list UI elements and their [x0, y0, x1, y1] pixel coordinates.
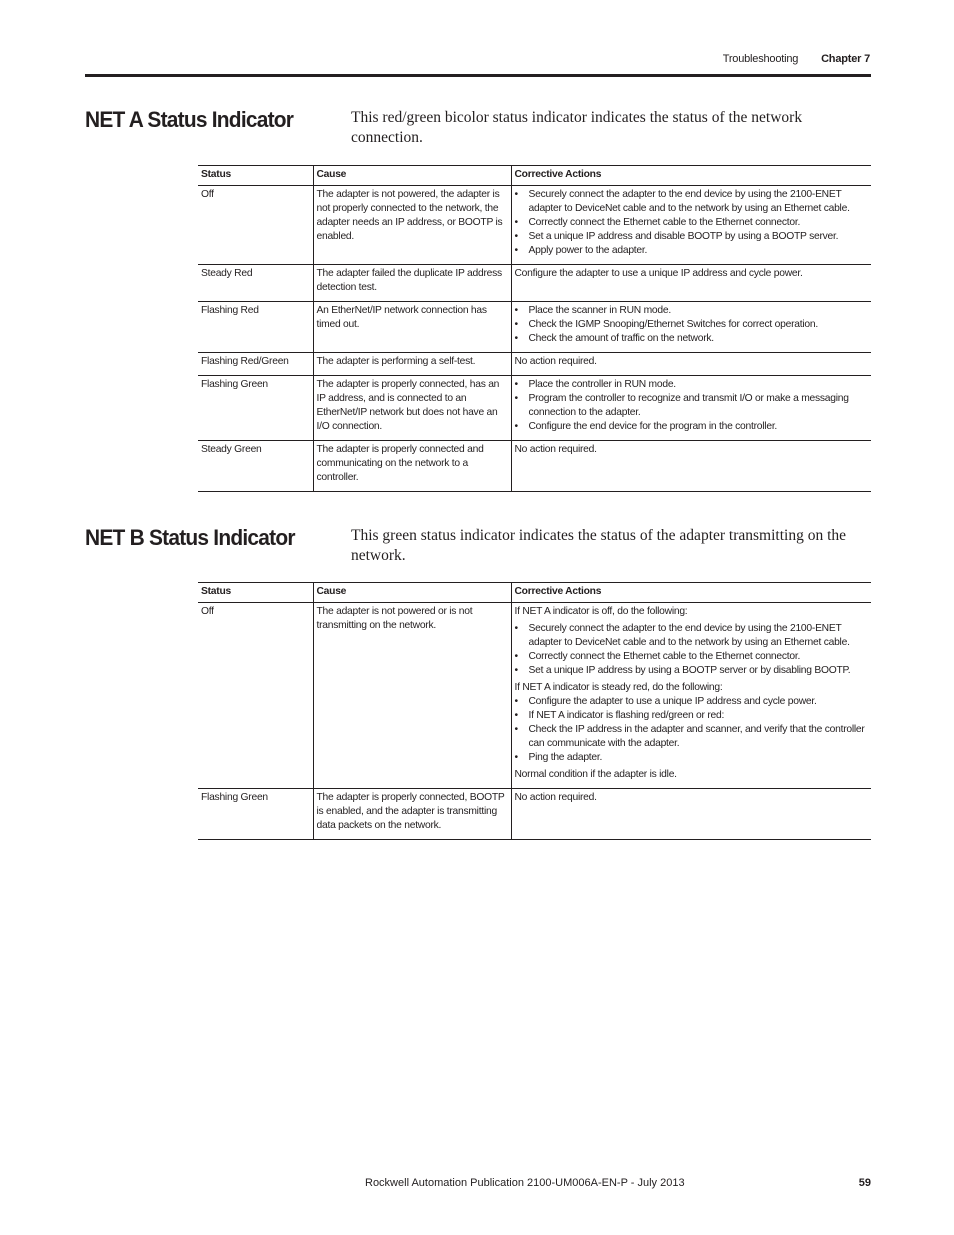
action-list	[515, 188, 869, 258]
action-intro: If NET A indicator is off, do the following:	[514, 606, 688, 617]
list-item: • Correctly connect the Ethernet cable to the Ethernet connector.	[515, 650, 869, 664]
action-note: Normal condition if the adapter is idle.	[514, 769, 677, 780]
action-list	[515, 378, 869, 434]
net-a-intro: This red/green bicolor status indicator indicates the status of the network connection.	[351, 109, 803, 146]
col-cause: Cause	[313, 166, 511, 186]
cause-cell: The adapter is performing a self-test.	[313, 353, 511, 376]
cause-cell: The adapter is properly connected, BOOTP is enabled, and the adapter is transmitting data packets on the network.	[313, 789, 511, 840]
list-item: • If NET A indicator is flashing red/green or red:	[515, 709, 869, 723]
action-list	[515, 622, 869, 678]
status-cell: Off	[198, 186, 313, 265]
col-cause: Cause	[313, 583, 511, 603]
net-a-title: NET A Status Indicator	[85, 107, 294, 132]
actions-cell	[511, 376, 871, 441]
status-cell: Flashing Green	[198, 789, 313, 840]
net-b-title: NET B Status Indicator	[85, 525, 295, 550]
list-item: • Securely connect the adapter to the end device by using the 2100-ENET adapter to DeviceNet cable and to the network by using an Ethernet cable.	[515, 622, 869, 650]
actions-cell	[511, 186, 871, 265]
list-item: • Configure the adapter to use a unique IP address and cycle power.	[515, 695, 869, 709]
list-item: • Apply power to the adapter.	[515, 244, 869, 258]
col-actions: Corrective Actions	[511, 583, 871, 603]
status-cell: Flashing Red/Green	[198, 353, 313, 376]
table-row	[198, 265, 871, 302]
header-section: Troubleshooting	[722, 53, 799, 65]
action-list	[515, 304, 869, 346]
list-item: • Place the scanner in RUN mode.	[515, 304, 869, 318]
list-item: • Set a unique IP address and disable BOOTP by using a BOOTP server.	[515, 230, 869, 244]
cause-cell: The adapter is not powered or is not transmitting on the network.	[313, 603, 511, 789]
actions-cell: Configure the adapter to use a unique IP address and cycle power.	[511, 265, 871, 302]
list-item: • Ping the adapter.	[515, 751, 869, 765]
table-row	[198, 376, 871, 441]
action-list	[515, 695, 869, 765]
list-item: • Correctly connect the Ethernet cable to the Ethernet connector.	[515, 216, 869, 230]
list-item: • Configure the end device for the program in the controller.	[515, 420, 869, 434]
actions-cell: No action required.	[511, 441, 871, 492]
running-header	[723, 53, 870, 65]
table-header-row	[198, 166, 871, 186]
status-cell: Steady Red	[198, 265, 313, 302]
col-actions: Corrective Actions	[511, 166, 871, 186]
list-item: • Check the amount of traffic on the network.	[515, 332, 869, 346]
list-item: • Check the IP address in the adapter and scanner, and verify that the controller can communicate with the adapter.	[515, 723, 869, 751]
list-item: • Set a unique IP address by using a BOOTP server or by disabling BOOTP.	[515, 664, 869, 678]
col-status: Status	[198, 166, 313, 186]
header-rule	[85, 74, 871, 77]
net-b-intro: This green status indicator indicates the status of the adapter transmitting on the network.	[351, 527, 847, 564]
table-row	[198, 353, 871, 376]
publication-info: Rockwell Automation Publication 2100-UM006A-EN-P - July 2013	[365, 1177, 685, 1189]
list-item: • Check the IGMP Snooping/Ethernet Switches for correct operation.	[515, 318, 869, 332]
list-item: • Program the controller to recognize and transmit I/O or make a messaging connection to the adapter.	[515, 392, 869, 420]
actions-cell	[511, 603, 871, 789]
table-row	[198, 441, 871, 492]
list-item: • Securely connect the adapter to the end device by using the 2100-ENET adapter to DeviceNet cable and to the network by using an Ethernet cable.	[515, 188, 869, 216]
table-header-row	[198, 583, 871, 603]
header-chapter: Chapter 7	[821, 53, 870, 65]
table-row	[198, 603, 871, 789]
actions-cell: No action required.	[511, 789, 871, 840]
actions-cell	[511, 302, 871, 353]
status-cell: Flashing Green	[198, 376, 313, 441]
net-a-table	[198, 165, 871, 492]
net-b-table	[198, 582, 871, 840]
page-number: 59	[858, 1177, 871, 1189]
table-row	[198, 302, 871, 353]
list-item: • Place the controller in RUN mode.	[515, 378, 869, 392]
col-status: Status	[198, 583, 313, 603]
status-cell: Flashing Red	[198, 302, 313, 353]
action-intro: If NET A indicator is steady red, do the following:	[514, 682, 723, 693]
cause-cell: The adapter is properly connected and communicating on the network to a controller.	[313, 441, 511, 492]
cause-cell: The adapter failed the duplicate IP address detection test.	[313, 265, 511, 302]
cause-cell: An EtherNet/IP network connection has timed out.	[313, 302, 511, 353]
cause-cell: The adapter is properly connected, has an IP address, and is connected to an EtherNet/IP network but does not have an I/O connection.	[313, 376, 511, 441]
cause-cell: The adapter is not powered, the adapter is not properly connected to the network, the adapter needs an IP address, or BOOTP is enabled.	[313, 186, 511, 265]
status-cell: Steady Green	[198, 441, 313, 492]
status-cell: Off	[198, 603, 313, 789]
actions-cell: No action required.	[511, 353, 871, 376]
table-row	[198, 789, 871, 840]
table-row	[198, 186, 871, 265]
